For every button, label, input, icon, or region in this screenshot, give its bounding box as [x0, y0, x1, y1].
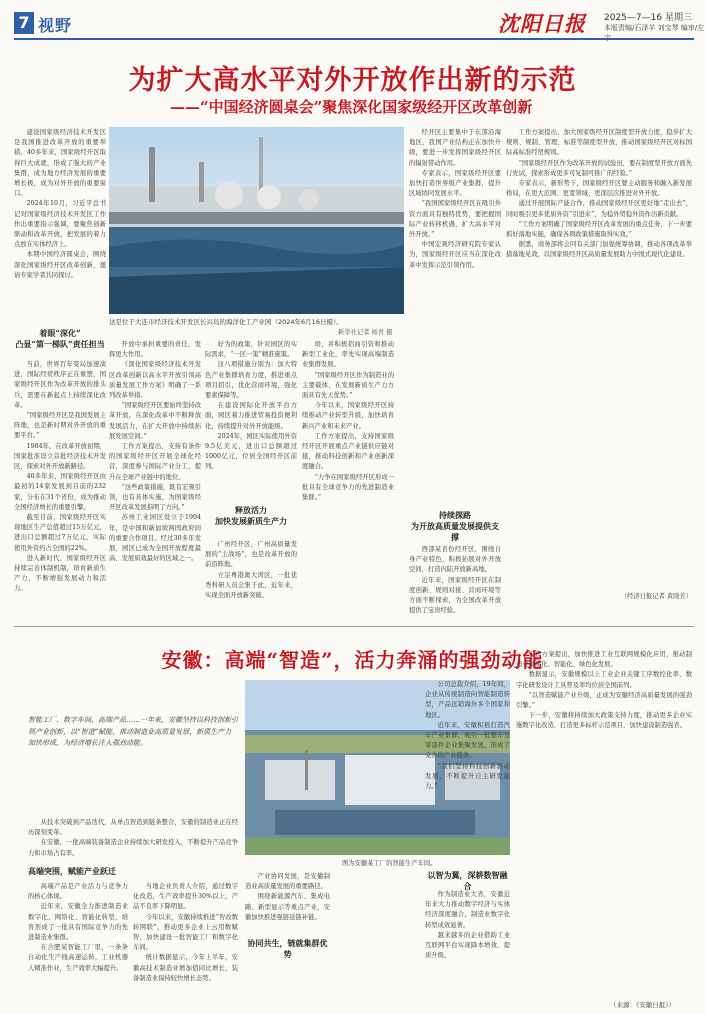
paragraph: “我们坚持科技创新驱动发展，不断提升自主研发能力。”	[425, 762, 510, 791]
editor-credits: 本版责编/石泽羊 刘宝琴 编审/左	[604, 24, 705, 32]
article2-column-2b	[245, 872, 330, 932]
article1-column-3	[205, 340, 297, 500]
paragraph: 广州经开区，广州高质量发展的“主战场”，也是改革开放的前沿阵地。	[205, 541, 297, 569]
paragraph: 专家表示，国家级经开区要加快打造世界级产业集群，提升区域协同发展水平。	[409, 169, 501, 198]
paragraph: 西部某省份经开区，围绕自身产业特色，积极拓展对外开放空间，打造内陆开放新高地。	[409, 546, 501, 574]
article2-subtitle-2: 协同共生，链就集群优势	[247, 938, 328, 959]
article2-column-4	[516, 650, 692, 995]
paragraph: 在建设国际化开放平台方面，园区着力推进贸易投资便利化，持续提升对外开放能级。	[205, 402, 297, 430]
paragraph: 进入新时代，国家级经开区持续完善体制机制，培育新质生产力，不断增强发展动力和活力。	[14, 554, 106, 593]
paragraph: “国家级经开区作为改革开放的试验田，要在制度型开放方面先行先试，探索形成更多可复制可推广的经验。”	[506, 159, 692, 177]
paragraph: 经开区主要集中于东部沿海地区，我国产业结构正在加快升级，要进一步发挥国家级经开区的辐射带动作用。	[409, 129, 501, 167]
paragraph: 2024年10月，习近平总书记对国家级经济技术开发区工作作出重要指示强调，要聚焦创新驱动和改革开放，把发展的着力点放在实体经济上。	[14, 200, 106, 249]
article1-column-1b	[14, 360, 106, 618]
paragraph: 统计数据显示，今年上半年，安徽高技术制造业增加值同比增长，装备制造业保持较快增长态势。	[133, 954, 238, 982]
article1-photo-credit: 新华社记者 杨青 摄	[338, 329, 393, 336]
article2-subtitle-1: 高端突围，赋能产业跃迁	[28, 866, 116, 876]
paragraph: 40多年来，国家级经开区由最初的14家发展到目前的232家，分布在31个省份，成为推动全国经济增长的重要引擎。	[14, 473, 106, 511]
article1-subheadline: ——“中国经济圆桌会”聚焦深化国家级经开区改革创新	[170, 98, 533, 116]
paragraph: 立足粤港澳大湾区，一批优秀科研人员会集于此，近年来，实现全面开放新突破。	[205, 571, 297, 600]
article1-photo	[109, 127, 404, 314]
paragraph: 当前，世界百年变局加速演进，国际经贸秩序正在重塑，国家级经开区作为改革开放的排头兵，需要在新起点上持续深化改革。	[14, 361, 106, 409]
paragraph: 作为制造业大省，安徽近年来大力推动数字经济与实体经济深度融合，制造业数字化转型成效显著。	[425, 891, 510, 929]
paragraph: 建设国家级经济技术开发区是我国推进改革开放的重要举措，40多年来，国家级经开区取得巨大成就，形成了强大的产业集群，成为地方经济发展的重要增长极，成为对外开放的重要窗口。	[14, 129, 106, 198]
paragraph: 1984年，在改革开放初期，国家批准设立首批经济技术开发区，探索对外开放新路径。	[14, 442, 106, 471]
paragraph: “国家级经开区作为制造业的主要载体，在发展新质生产力方面具有先天优势。”	[302, 371, 394, 400]
paragraph: “我国国家级经开区在吸引外资方面具有独特优势，要把握国际产业转移机遇，扩大高水平对外开放。”	[409, 200, 501, 239]
paragraph: 越来越多的企业借助工业互联网平台实现降本增效、提质升级。	[425, 931, 510, 960]
paragraph: 通过开展国际产能合作，推动国家级经开区更好地“走出去”，同时吸引更多优质外资“引进来”，为稳外贸稳外资作出新贡献。	[506, 200, 692, 218]
paragraph: 下一步，安徽将持续加大政策支持力度，推动更多企业实施数字化改造，打造更多标杆示范项目，加快建设制造强省。	[516, 712, 692, 730]
article1-column-3b	[205, 540, 297, 618]
paragraph: 近年来，安徽全力推进制造业数字化、网络化、智能化转型，培育形成了一批具有国际竞争力的先进制造业集群。	[28, 903, 128, 942]
paragraph: 本期中国经济圆桌会，围绕深化国家级经开区改革创新，邀请专家学者共同探讨。	[14, 251, 106, 279]
section-name: 视野	[38, 16, 73, 35]
paragraph: 2024年，园区实际使用外资9.5亿美元，进出口总额超过1000亿元，位居全国经开区前列。	[205, 432, 297, 471]
paragraph: 从技术突破到产品迭代，从单点智造到链条整合，安徽的制造业正在经历深刻变革。	[28, 819, 238, 837]
paragraph: 这八项措施分别为：加大特色产业集群培育力度，推进重点项目招引，优化营商环境，强化要素保障等。	[205, 361, 297, 400]
paragraph: 当地企业负责人介绍，通过数字化改造，生产效率提升30%以上，产品不良率下降明显。	[133, 883, 238, 911]
paragraph: “工作方案明确了国家级经开区改革发展的重点任务，下一步要抓好落地实施，确保各项政策措施取得实效。”	[506, 220, 692, 239]
paragraph: 工作方案提出，加大国家级经开区制度型开放力度，稳步扩大规则、规制、管理、标准等制度型开放，推动国家级经开区对标国际高标准经贸规则。	[506, 129, 692, 157]
paragraph: 公司总裁介绍，19年间，企业从传统制造向智能制造转型，产品远销海外多个国家和地区。	[425, 681, 510, 719]
article1-author: （经济日报记者 黄晓芳）	[620, 593, 692, 600]
article1-column-5b	[409, 545, 501, 618]
article2-lead: 智能工厂、数字车间、高端产品……一年来，安徽坚持以科技创新引领产业创新，以“智造”赋能，推动制造业高质量发展，新质生产力加快形成，为经济增长注入强劲动能。	[28, 716, 238, 747]
paragraph: “以智造赋能产业升级，正成为安徽经济高质量发展的强劲引擎。”	[516, 691, 692, 710]
paragraph: 工作方案提出，支持有条件的国家级经开区开展全球化经营，深度参与国际产业分工，提升在全球产业链中的地位。	[109, 443, 201, 481]
article2-column-1	[28, 818, 238, 856]
paragraph: 近年来，安徽积极打造汽车产业集群，吸引一批整车及零部件企业集聚发展，形成了完善的产业链条。	[425, 721, 510, 760]
masthead	[0, 0, 705, 40]
paragraph: 截至目前，国家级经开区实现地区生产总值超过15万亿元，进出口总额超过7万亿元，实际使用外资约占全国的22%。	[14, 514, 106, 552]
header-rule	[14, 38, 694, 40]
article1-column-4	[302, 340, 394, 618]
paragraph: 《深化国家级经济技术开发区改革创新以高水平开放引领高质量发展工作方案》明确了一系列改革举措。	[109, 361, 201, 400]
paragraph: 工作方案提出，加快推进工业互联网规模化应用，推动制造业高端化、智能化、绿色化发展。	[516, 651, 692, 669]
article2-headline: 安徽：高端“智造”，活力奔涌的强劲动能	[161, 648, 544, 672]
article1-column-6	[506, 128, 692, 588]
paragraph: “国家级经开区要始终坚持改革开放，在深化改革中不断释放发展活力，在扩大开放中持续拓展发展空间。”	[109, 402, 201, 440]
paragraph: 今年以来，国家级经开区持续推动产业转型升级，加快培育新兴产业和未来产业。	[302, 402, 394, 430]
article2-photo-caption: 图为安徽某工厂的智能生产车间。	[342, 860, 437, 867]
issue-date: 2025—7—16 星期三	[604, 13, 692, 23]
paragraph: 好为的政策，针对园区的实际需求，“一区一策”精准施策。	[205, 341, 297, 359]
paragraph: 专家表示，新形势下，国家级经开区要主动服务和融入新发展格局，在更大范围、更宽领域、更深层次推进对外开放。	[506, 180, 692, 198]
paragraph: 产业协同发展，是安徽制造业高质量发展的重要路径。	[245, 873, 330, 891]
article2-column-1b	[28, 882, 128, 1010]
paragraph: 围绕新能源汽车、集成电路、新型显示等重点产业，安徽加快推进强链延链补链。	[245, 893, 330, 921]
article1-headline: 为扩大高水平对外开放作出新的示范	[128, 65, 577, 96]
paragraph: 近年来，国家级经开区在制度创新、规则对接、营商环境等方面不断探索，为全国改革开放提供了宝贵经验。	[409, 576, 501, 615]
article2-subtitle-3: 以智为翼，深耕数智融合	[427, 870, 508, 891]
article2-column-2	[133, 882, 238, 1010]
article1-column-5	[409, 128, 501, 428]
paragraph: 苏州工业园区设立于1994年，是中国和新加坡两国政府间的重要合作项目。经过30多年发展，园区已成为全国开放程度最高、发展质效最好的区域之一。	[109, 514, 201, 563]
industrial-port-image	[109, 127, 404, 314]
article2-column-3b	[425, 890, 510, 1008]
paragraph: “这些政策措施，既有宏观引领，也有具体实施，为国家级经开区改革发展指明了方向。”	[109, 483, 201, 512]
article1-column-2	[109, 340, 201, 615]
paragraph: 工作方案提出，支持国家级经开区开展重点产业链供应链对接，推动科技创新和产业创新深度融合。	[302, 432, 394, 471]
page-number: 7	[14, 12, 34, 34]
article1-subtitle-3: 持续探路 为开放高质量发展提供支撑	[411, 510, 499, 542]
article1-subtitle-1: 着眼“深化” 凸显“第一梯队”责任担当	[15, 328, 105, 349]
article2-column-3	[425, 680, 510, 850]
paragraph: 高端产品是产业活力与竞争力的核心体现。	[28, 883, 128, 901]
article1-subtitle-2: 释放活力 加快发展新质生产力	[215, 505, 287, 526]
section-divider	[14, 626, 694, 627]
paragraph: “力争在国家级经开区形成一批具有全球竞争力的先进制造业集群。”	[302, 473, 394, 502]
paragraph: 今年以来，安徽持续推进“智改数转网联”，推动更多企业上云用数赋智，加快建设一批智能工厂和数字化车间。	[133, 913, 238, 952]
paragraph: “国家级经开区是我国发展主阵地，也是新时期对外开放的重要平台。”	[14, 412, 106, 440]
newspaper-logo: 沈阳日报	[498, 11, 586, 36]
paragraph: 数据显示，安徽规模以上工业企业关键工序数控化率、数字化研发设计工具普及率均位居全国前列。	[516, 671, 692, 689]
paragraph: 在安徽，一批高端装备制造企业持续加大研发投入，不断提升产品竞争力和市场占有率。	[28, 839, 238, 856]
article1-photo-caption: 这是位于大连市经济技术开发区长兴岛的海洋化工产业园（2024年6月16日摄）。	[109, 318, 343, 326]
paragraph: 据悉，商务部将会同有关部门加强统筹协调，推动各项改革举措落地见效，以国家级经开区高质量发展助力中国式现代化建设。	[506, 241, 692, 259]
article2-author: （来源：《安徽日报》）	[610, 1001, 675, 1009]
paragraph: 在合肥某智能工厂里，一条条自动化生产线高速运转，工业机器人精准作业，生产效率大幅提升。	[28, 944, 128, 972]
paragraph: 开放中承担重要的责任，发挥更大作用。	[109, 341, 201, 359]
paragraph: 中国宏观经济研究院专家认为，国家级经开区应当在深化改革中发挥示范引领作用。	[409, 241, 501, 269]
paragraph: 培，并积极招商引资和推动新型工业化，率先实现高端制造业集群发展。	[302, 341, 394, 369]
article1-column-1	[14, 128, 106, 323]
